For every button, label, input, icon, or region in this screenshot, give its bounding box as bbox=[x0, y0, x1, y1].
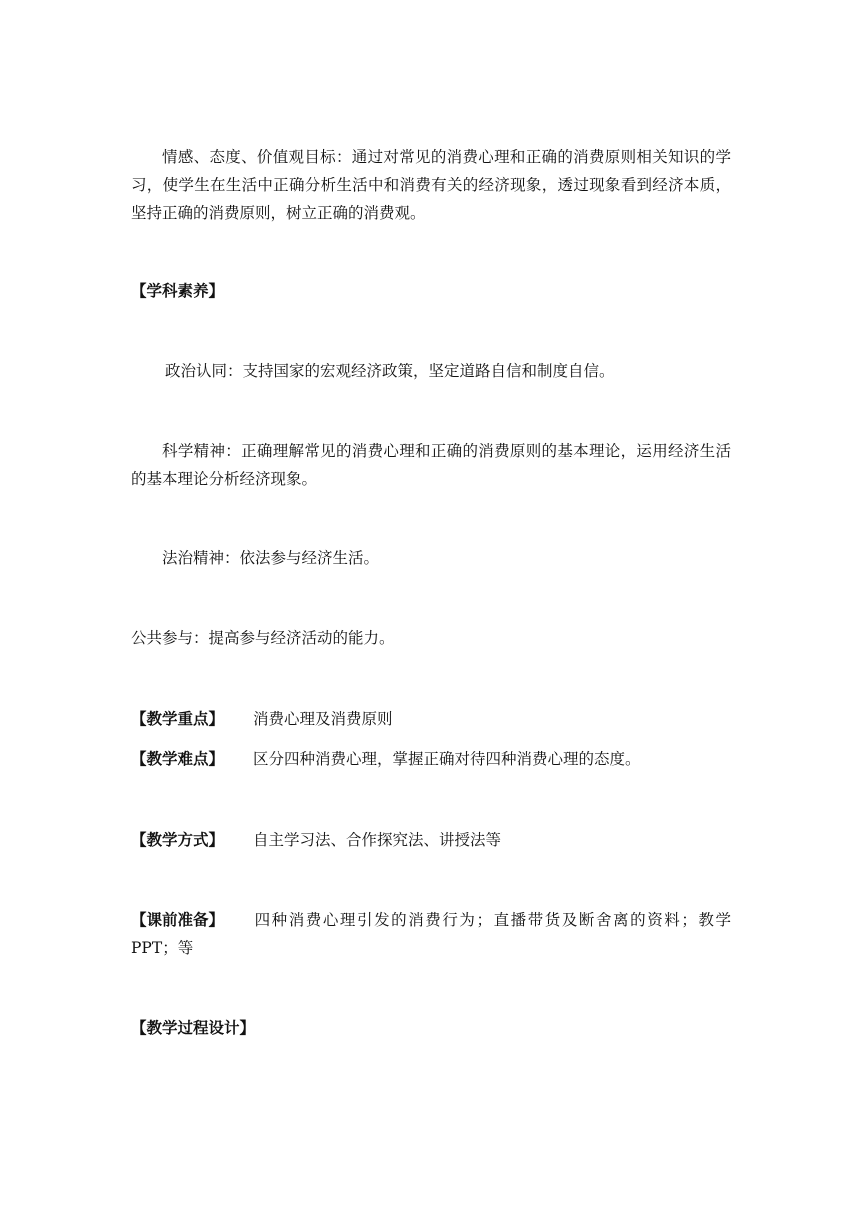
teaching-key-points-value: 消费心理及消费原则 bbox=[253, 710, 393, 728]
emotion-goal-paragraph: 情感、态度、价值观目标：通过对常见的消费心理和正确的消费原则相关知识的学习，使学生在生活中正确分析生活中和消费有关的经济现象，透过现象看到经济本质，坚持正确的消费原则，树立正确的消费观。 bbox=[131, 148, 731, 222]
political-identity-paragraph: 政治认同：支持国家的宏观经济政策，坚定道路自信和制度自信。 bbox=[165, 362, 615, 380]
teaching-difficulties-value: 区分四种消费心理，掌握正确对待四种消费心理的态度。 bbox=[253, 750, 641, 768]
teaching-methods-value: 自主学习法、合作探究法、讲授法等 bbox=[253, 831, 502, 849]
preparation-value: 四种消费心理引发的消费行为；直播带货及断舍离的资料；教学PPT；等 bbox=[131, 911, 731, 957]
section-heading-subject-literacy: 【学科素养】 bbox=[131, 281, 225, 300]
preparation-row bbox=[131, 906, 731, 962]
preparation-label: 【课前准备】 bbox=[131, 910, 225, 929]
section-heading-teaching-process: 【教学过程设计】 bbox=[131, 1018, 256, 1037]
scientific-spirit-paragraph: 科学精神：正确理解常见的消费心理和正确的消费原则的基本理论，运用经济生活的基本理论分析经济现象。 bbox=[131, 442, 731, 488]
teaching-key-points-label: 【教学重点】 bbox=[131, 709, 225, 728]
teaching-difficulties-row bbox=[131, 745, 731, 773]
teaching-methods-row bbox=[131, 826, 731, 854]
teaching-key-points-row bbox=[131, 705, 731, 733]
teaching-difficulties-label: 【教学难点】 bbox=[131, 749, 225, 768]
public-participation-paragraph: 公共参与：提高参与经济活动的能力。 bbox=[131, 629, 395, 647]
rule-of-law-paragraph: 法治精神：依法参与经济生活。 bbox=[162, 549, 380, 567]
teaching-methods-label: 【教学方式】 bbox=[131, 830, 225, 849]
